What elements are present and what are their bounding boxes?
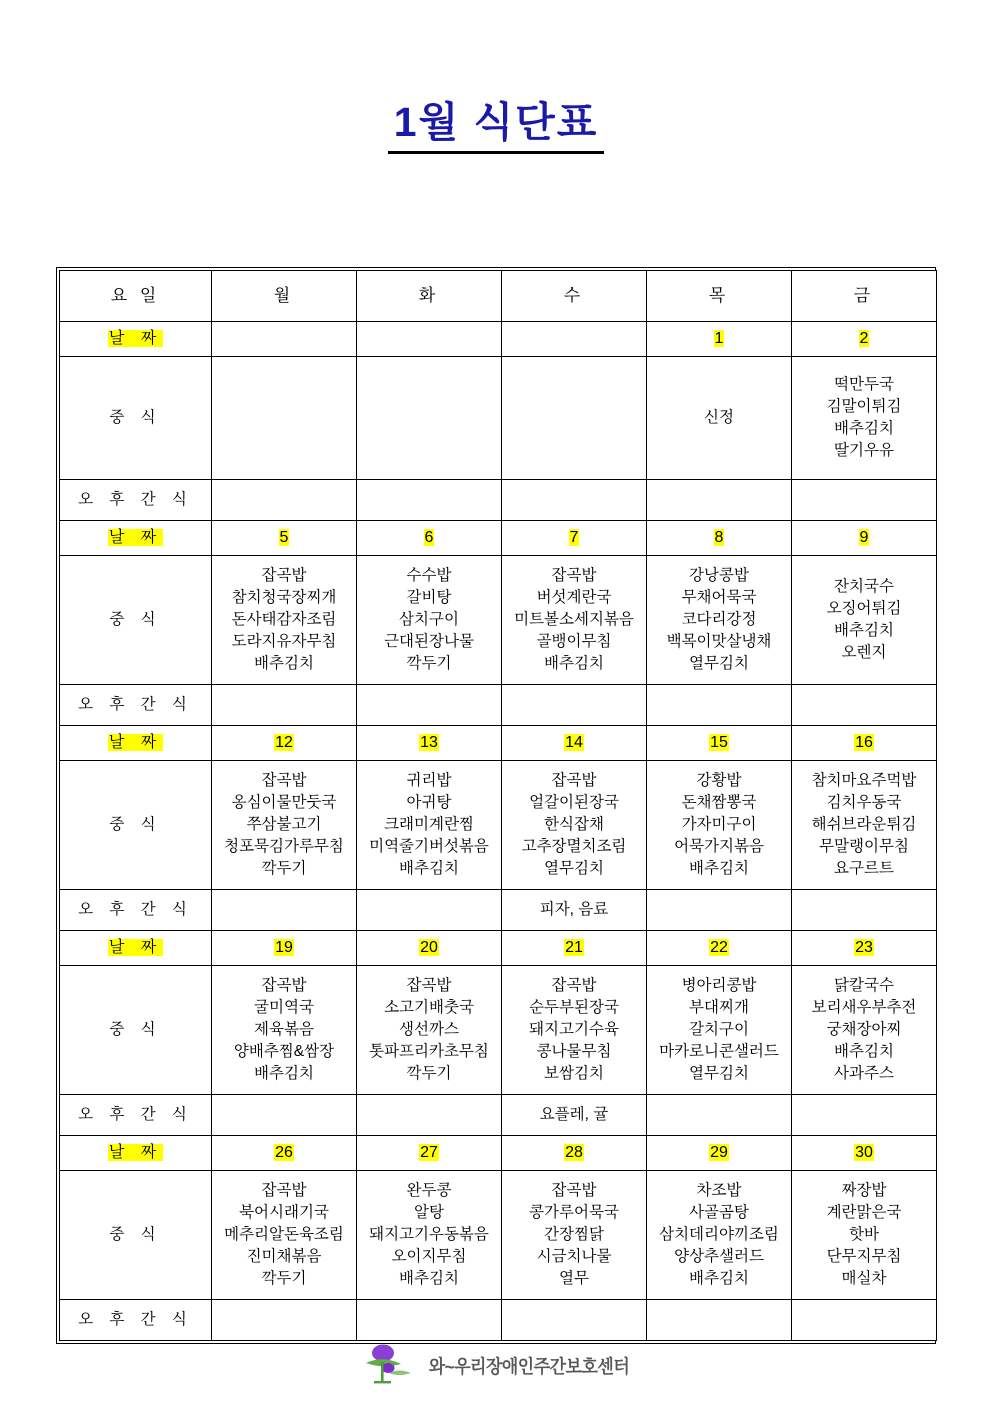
highlighted-text: 16	[855, 734, 873, 752]
highlighted-text: 13	[420, 734, 438, 752]
lunch-cell-3-3	[647, 966, 792, 1095]
date-cell-2-0	[212, 726, 357, 761]
date-cell-3-3	[647, 931, 792, 966]
dish-item: 골뱅이무침	[536, 633, 612, 651]
dish-item: 핫바	[849, 1226, 879, 1244]
dish-item: 알탕	[414, 1204, 444, 1222]
dish-list	[795, 770, 933, 880]
dish-item: 오이지무침	[391, 1248, 467, 1266]
dish-item: 배추김치	[399, 860, 459, 878]
date-cell-0-0	[212, 322, 357, 357]
dish-item: 딸기우유	[834, 442, 894, 460]
snack-cell-1-2	[502, 685, 647, 726]
row-label-weekday: 요 일	[60, 271, 212, 322]
dish-item: 크래미계란찜	[384, 816, 474, 834]
dish-item: 소고기배춧국	[384, 999, 474, 1017]
dish-item: 궁채장아찌	[826, 1021, 902, 1039]
row-label-date	[60, 726, 212, 761]
lunch-row	[60, 966, 937, 1095]
dish-item: 무말랭이무침	[819, 838, 909, 856]
dish-item: 사골곰탕	[689, 1204, 749, 1222]
dish-item: 고추장멸치조림	[521, 838, 627, 856]
date-row	[60, 931, 937, 966]
snack-cell-1-4	[792, 685, 937, 726]
highlighted-text: 날 짜	[108, 939, 163, 957]
highlighted-text: 2	[859, 330, 869, 348]
date-row	[60, 322, 937, 357]
lunch-cell-0-2	[502, 357, 647, 480]
dish-item: 어묵가지볶음	[674, 838, 764, 856]
dish-item: 차조밥	[696, 1182, 742, 1200]
dish-list	[795, 1180, 933, 1290]
snack-row	[60, 480, 937, 521]
lunch-cell-1-2	[502, 556, 647, 685]
dish-item: 생선까스	[399, 1021, 459, 1039]
highlighted-text: 7	[569, 529, 579, 547]
dish-list	[505, 1180, 643, 1290]
lunch-cell-2-4	[792, 761, 937, 890]
dish-item: 삼치데리야끼조림	[659, 1226, 779, 1244]
dish-list	[360, 1180, 498, 1290]
lunch-cell-2-0	[212, 761, 357, 890]
highlighted-text: 21	[565, 939, 583, 957]
dish-list	[650, 975, 788, 1085]
row-label-snack: 오 후 간 식	[60, 890, 212, 931]
dish-item: 가자미구이	[681, 816, 757, 834]
dish-item: 잔치국수	[834, 578, 894, 596]
dish-item: 배추김치	[834, 1043, 894, 1061]
dish-item: 갈치구이	[689, 1021, 749, 1039]
dish-item: 보쌈김치	[544, 1065, 604, 1083]
highlighted-text: 1	[714, 330, 724, 348]
dish-list	[360, 770, 498, 880]
dish-list	[795, 576, 933, 664]
row-label-snack: 오 후 간 식	[60, 1095, 212, 1136]
highlighted-text: 28	[565, 1144, 583, 1162]
snack-cell-2-3	[647, 890, 792, 931]
dish-item: 강황밥	[696, 772, 742, 790]
snack-cell-2-2: 피자, 음료	[502, 890, 647, 931]
highlighted-text: 날 짜	[108, 330, 163, 348]
date-row	[60, 1136, 937, 1171]
title-bar	[0, 0, 992, 181]
dish-item: 오렌지	[841, 644, 887, 662]
lunch-cell-1-4	[792, 556, 937, 685]
row-label-date	[60, 931, 212, 966]
dish-item: 돼지고기수육	[529, 1021, 619, 1039]
weekday-header-3: 목	[647, 271, 792, 322]
row-label-lunch: 중 식	[60, 966, 212, 1095]
dish-item: 돈채짬뽕국	[681, 794, 757, 812]
snack-cell-0-3	[647, 480, 792, 521]
highlighted-text: 6	[424, 529, 434, 547]
snack-cell-2-1	[357, 890, 502, 931]
dish-item: 떡만두국	[834, 376, 894, 394]
dish-item: 단무지무침	[826, 1248, 902, 1266]
menu-table-container	[56, 267, 936, 1344]
lunch-cell-1-0	[212, 556, 357, 685]
date-cell-1-4	[792, 521, 937, 556]
date-cell-4-1	[357, 1136, 502, 1171]
snack-row	[60, 1095, 937, 1136]
row-label-lunch: 중 식	[60, 1171, 212, 1300]
lunch-row	[60, 556, 937, 685]
date-cell-4-0	[212, 1136, 357, 1171]
dish-item: 삼치구이	[399, 611, 459, 629]
snack-cell-4-4	[792, 1300, 937, 1341]
dish-item: 짜장밥	[841, 1182, 887, 1200]
dish-item: 요구르트	[834, 860, 894, 878]
dish-list	[505, 975, 643, 1085]
snack-cell-0-1	[357, 480, 502, 521]
dish-item: 굴미역국	[254, 999, 314, 1017]
dish-item: 잡곡밥	[261, 977, 307, 995]
date-cell-2-4	[792, 726, 937, 761]
dish-item: 열무	[559, 1270, 589, 1288]
highlighted-text: 날 짜	[108, 1144, 163, 1162]
highlighted-text: 27	[420, 1144, 438, 1162]
lunch-row	[60, 357, 937, 480]
row-label-lunch: 중 식	[60, 556, 212, 685]
dish-item: 진미채볶음	[246, 1248, 322, 1266]
snack-cell-0-4	[792, 480, 937, 521]
dish-item: 잡곡밥	[261, 1182, 307, 1200]
row-label-snack: 오 후 간 식	[60, 1300, 212, 1341]
row-label-lunch: 중 식	[60, 761, 212, 890]
dish-item: 옹심이물만둣국	[231, 794, 337, 812]
dish-item: 미역줄기버섯볶음	[369, 838, 489, 856]
snack-row	[60, 1300, 937, 1341]
lunch-cell-3-4	[792, 966, 937, 1095]
snack-row	[60, 890, 937, 931]
dish-item: 제육볶음	[254, 1021, 314, 1039]
lunch-cell-4-2	[502, 1171, 647, 1300]
dish-item: 청포묵김가루무침	[224, 838, 344, 856]
dish-item: 완두콩	[406, 1182, 452, 1200]
date-cell-3-1	[357, 931, 502, 966]
dish-item: 열무김치	[689, 1065, 749, 1083]
dish-item: 쭈삼불고기	[246, 816, 322, 834]
lunch-cell-3-2	[502, 966, 647, 1095]
snack-cell-0-0	[212, 480, 357, 521]
snack-cell-3-4	[792, 1095, 937, 1136]
date-cell-1-2	[502, 521, 647, 556]
row-label-date	[60, 1136, 212, 1171]
dish-item: 귀리밥	[406, 772, 452, 790]
row-label-snack: 오 후 간 식	[60, 685, 212, 726]
dish-item: 잡곡밥	[261, 772, 307, 790]
date-cell-3-0	[212, 931, 357, 966]
date-row	[60, 521, 937, 556]
dish-item: 닭칼국수	[834, 977, 894, 995]
dish-item: 무채어묵국	[681, 589, 757, 607]
dish-item: 배추김치	[254, 1065, 314, 1083]
dish-item: 병아리콩밥	[681, 977, 757, 995]
dish-item: 신정	[704, 409, 734, 427]
dish-list	[215, 565, 353, 675]
highlighted-text: 23	[855, 939, 873, 957]
dish-item: 오징어튀김	[826, 600, 902, 618]
date-cell-1-0	[212, 521, 357, 556]
dish-list	[360, 565, 498, 675]
lunch-row	[60, 761, 937, 890]
lunch-cell-0-4	[792, 357, 937, 480]
highlighted-text: 30	[855, 1144, 873, 1162]
dish-item: 백목이맛살냉채	[666, 633, 772, 651]
highlighted-text: 9	[859, 529, 869, 547]
dish-list	[215, 1180, 353, 1290]
snack-cell-4-1	[357, 1300, 502, 1341]
dish-item: 강낭콩밥	[689, 567, 749, 585]
dish-item: 간장찜닭	[544, 1226, 604, 1244]
snack-cell-4-0	[212, 1300, 357, 1341]
lunch-cell-4-3	[647, 1171, 792, 1300]
snack-cell-3-1	[357, 1095, 502, 1136]
dish-item: 해쉬브라운튀김	[811, 816, 917, 834]
dish-item: 돼지고기우동볶음	[369, 1226, 489, 1244]
dish-item: 아귀탕	[406, 794, 452, 812]
dish-item: 사과주스	[834, 1065, 894, 1083]
dish-item: 시금치나물	[536, 1248, 612, 1266]
date-cell-2-1	[357, 726, 502, 761]
snack-cell-0-2	[502, 480, 647, 521]
row-label-lunch: 중 식	[60, 357, 212, 480]
dish-item: 참치마요주먹밥	[811, 772, 917, 790]
highlighted-text: 8	[714, 529, 724, 547]
dish-item: 김치우동국	[826, 794, 902, 812]
dish-item: 근대된장나물	[384, 633, 474, 651]
page-title: 1월 식단표	[388, 99, 605, 153]
snack-cell-4-2	[502, 1300, 647, 1341]
dish-item: 양배추찜&쌈장	[233, 1043, 335, 1061]
dish-item: 갈비탕	[406, 589, 452, 607]
date-cell-3-4	[792, 931, 937, 966]
highlighted-text: 29	[710, 1144, 728, 1162]
highlighted-text: 26	[275, 1144, 293, 1162]
dish-item: 참치청국장찌개	[231, 589, 337, 607]
row-label-date	[60, 521, 212, 556]
dish-list	[650, 770, 788, 880]
weekday-header-row	[60, 271, 937, 322]
dish-item: 배추김치	[689, 1270, 749, 1288]
dish-list	[795, 374, 933, 462]
snack-cell-4-3	[647, 1300, 792, 1341]
highlighted-text: 15	[710, 734, 728, 752]
row-label-date	[60, 322, 212, 357]
highlighted-text: 12	[275, 734, 293, 752]
dish-item: 깍두기	[261, 1270, 307, 1288]
snack-cell-1-0	[212, 685, 357, 726]
dish-item: 열무김치	[544, 860, 604, 878]
dish-item: 콩나물무침	[536, 1043, 612, 1061]
lunch-cell-3-1	[357, 966, 502, 1095]
dish-item: 계란맑은국	[826, 1204, 902, 1222]
highlighted-text: 날 짜	[108, 529, 163, 547]
dish-item: 깍두기	[261, 860, 307, 878]
date-cell-4-4	[792, 1136, 937, 1171]
dish-list	[650, 1180, 788, 1290]
dish-item: 톳파프리카초무침	[369, 1043, 489, 1061]
lunch-cell-2-2	[502, 761, 647, 890]
weekday-header-1: 화	[357, 271, 502, 322]
dish-item: 보리새우부추전	[811, 999, 917, 1017]
lunch-cell-1-3	[647, 556, 792, 685]
dish-item: 돈사태감자조림	[231, 611, 337, 629]
lunch-cell-0-1	[357, 357, 502, 480]
dish-list	[795, 975, 933, 1085]
lunch-cell-2-1	[357, 761, 502, 890]
date-cell-0-1	[357, 322, 502, 357]
dish-item: 부대찌개	[689, 999, 749, 1017]
date-cell-3-2	[502, 931, 647, 966]
highlighted-text: 19	[275, 939, 293, 957]
lunch-cell-4-4	[792, 1171, 937, 1300]
dish-item: 열무김치	[689, 655, 749, 673]
highlighted-text: 14	[565, 734, 583, 752]
snack-cell-3-0	[212, 1095, 357, 1136]
dish-list	[650, 407, 788, 429]
date-cell-4-3	[647, 1136, 792, 1171]
date-cell-0-2	[502, 322, 647, 357]
snack-cell-2-4	[792, 890, 937, 931]
snack-row	[60, 685, 937, 726]
dish-item: 배추김치	[544, 655, 604, 673]
dish-item: 미트볼소세지볶음	[514, 611, 634, 629]
dish-item: 배추김치	[254, 655, 314, 673]
weekday-header-4: 금	[792, 271, 937, 322]
dish-item: 도라지유자무침	[231, 633, 337, 651]
date-cell-2-2	[502, 726, 647, 761]
dish-item: 양상추샐러드	[674, 1248, 764, 1266]
dish-item: 마카로니콘샐러드	[659, 1043, 779, 1061]
date-cell-0-4	[792, 322, 937, 357]
highlighted-text: 날 짜	[108, 734, 163, 752]
monthly-menu-table	[59, 270, 937, 1341]
dish-item: 버섯계란국	[536, 589, 612, 607]
date-cell-1-3	[647, 521, 792, 556]
dish-item: 배추김치	[834, 622, 894, 640]
dish-item: 잡곡밥	[261, 567, 307, 585]
weekday-header-0: 월	[212, 271, 357, 322]
lunch-cell-2-3	[647, 761, 792, 890]
dish-item: 매실차	[841, 1270, 887, 1288]
dish-item: 깍두기	[406, 655, 452, 673]
lunch-cell-4-1	[357, 1171, 502, 1300]
snack-cell-3-2: 요플레, 귤	[502, 1095, 647, 1136]
snack-cell-1-1	[357, 685, 502, 726]
lunch-cell-0-0	[212, 357, 357, 480]
dish-list	[215, 975, 353, 1085]
dish-item: 잡곡밥	[551, 567, 597, 585]
dish-item: 깍두기	[406, 1065, 452, 1083]
date-cell-0-3	[647, 322, 792, 357]
dish-item: 메추리알돈육조림	[224, 1226, 344, 1244]
dish-item: 잡곡밥	[551, 977, 597, 995]
dish-item: 배추김치	[834, 420, 894, 438]
dish-item: 얼갈이된장국	[529, 794, 619, 812]
dish-item: 배추김치	[689, 860, 749, 878]
dish-item: 순두부된장국	[529, 999, 619, 1017]
dish-item: 잡곡밥	[551, 772, 597, 790]
snack-cell-2-0	[212, 890, 357, 931]
lunch-cell-0-3	[647, 357, 792, 480]
dish-list	[360, 975, 498, 1085]
dish-list	[505, 565, 643, 675]
center-logo-icon	[363, 1343, 419, 1385]
dish-item: 수수밥	[406, 567, 452, 585]
snack-cell-3-3	[647, 1095, 792, 1136]
dish-list	[650, 565, 788, 675]
highlighted-text: 5	[279, 529, 289, 547]
snack-cell-1-3	[647, 685, 792, 726]
highlighted-text: 22	[710, 939, 728, 957]
weekday-header-2: 수	[502, 271, 647, 322]
lunch-row	[60, 1171, 937, 1300]
date-row	[60, 726, 937, 761]
lunch-cell-3-0	[212, 966, 357, 1095]
footer	[0, 1343, 992, 1385]
dish-item: 잡곡밥	[406, 977, 452, 995]
dish-item: 잡곡밥	[551, 1182, 597, 1200]
highlighted-text: 20	[420, 939, 438, 957]
dish-item: 배추김치	[399, 1270, 459, 1288]
date-cell-2-3	[647, 726, 792, 761]
lunch-cell-1-1	[357, 556, 502, 685]
dish-item: 코다리강정	[681, 611, 757, 629]
dish-item: 콩가루어묵국	[529, 1204, 619, 1222]
dish-item: 김말이튀김	[826, 398, 902, 416]
dish-list	[215, 770, 353, 880]
dish-item: 북어시래기국	[239, 1204, 329, 1222]
organization-name: 와~우리장애인주간보호센터	[428, 1355, 630, 1377]
date-cell-4-2	[502, 1136, 647, 1171]
lunch-cell-4-0	[212, 1171, 357, 1300]
date-cell-1-1	[357, 521, 502, 556]
row-label-snack: 오 후 간 식	[60, 480, 212, 521]
dish-item: 한식잡채	[544, 816, 604, 834]
dish-list	[505, 770, 643, 880]
